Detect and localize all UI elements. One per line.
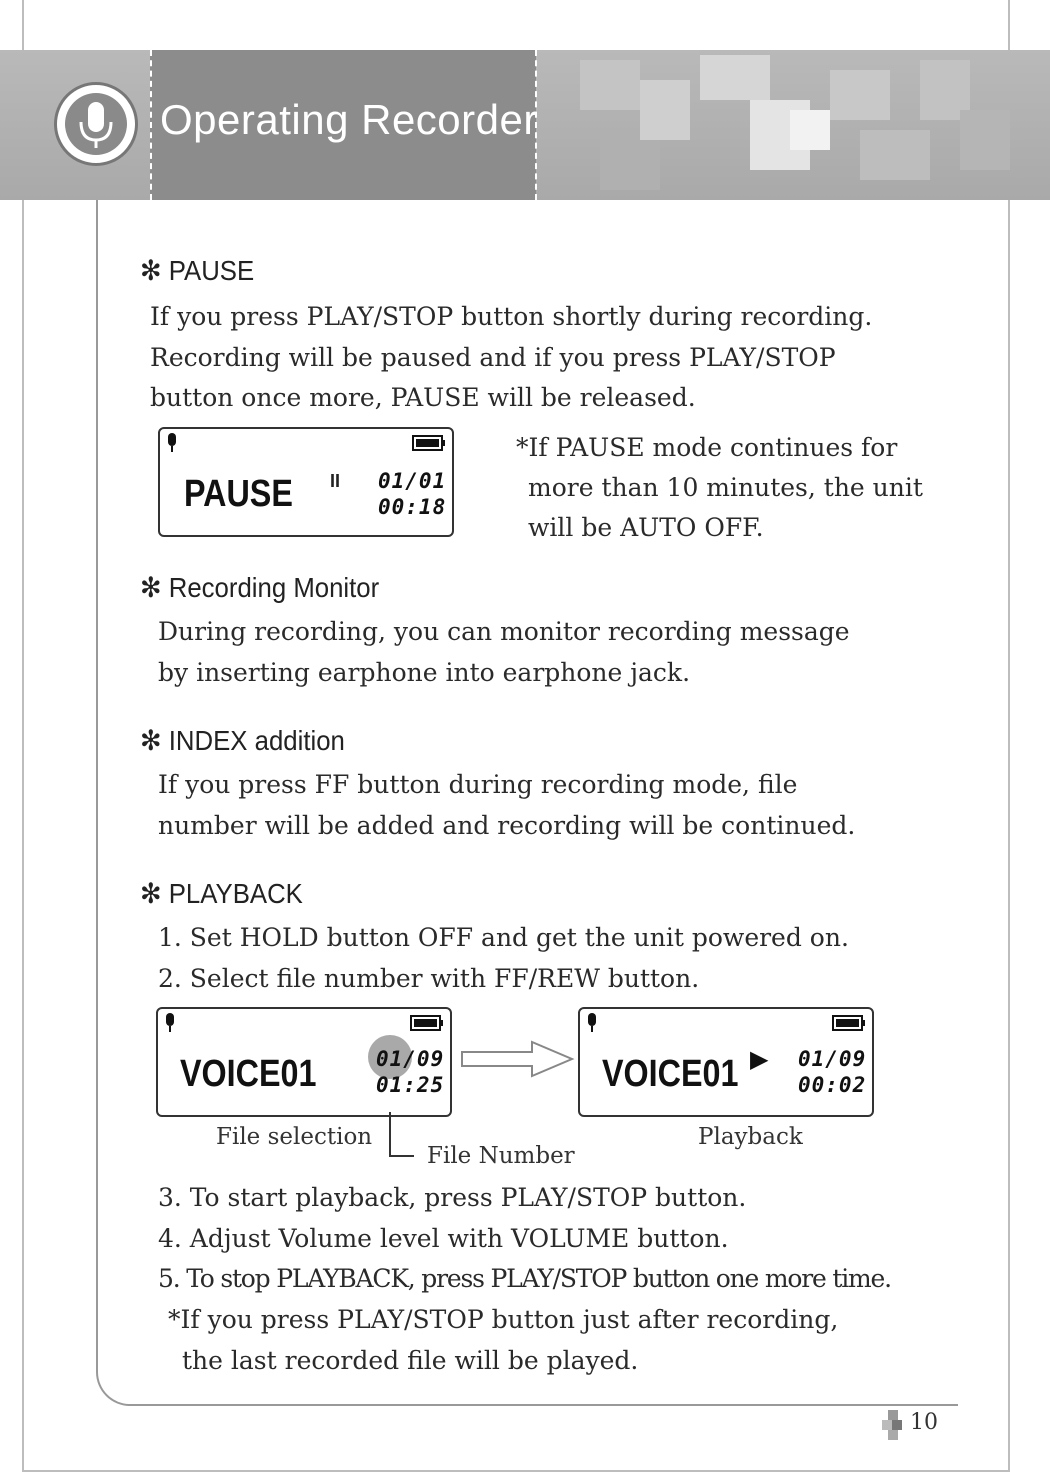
index-text xyxy=(158,765,855,846)
text-line: number will be added and recording will be continued. xyxy=(158,810,856,840)
note-line: *If PAUSE mode continues for xyxy=(516,433,898,462)
battery-icon xyxy=(412,435,446,451)
page-title: Operating Recorder xyxy=(160,96,538,143)
text-line: Recording will be paused and if you press PLAY/STOP xyxy=(150,342,836,372)
play-icon: ▶ xyxy=(750,1045,769,1073)
playback-heading: ✻ PLAYBACK xyxy=(140,878,303,909)
microphone-icon xyxy=(586,1013,598,1033)
playback-note xyxy=(168,1300,838,1381)
lcd-display-playback xyxy=(578,1007,874,1117)
step-line: 5. To stop PLAYBACK, press PLAY/STOP button one more time. xyxy=(158,1264,891,1293)
microphone-icon xyxy=(164,1013,176,1033)
microphone-icon xyxy=(166,433,178,453)
pause-note xyxy=(516,428,923,548)
pause-icon: II xyxy=(330,471,341,491)
microphone-icon xyxy=(54,82,138,166)
monitor-text xyxy=(158,612,850,693)
step-line: 2. Select file number with FF/REW button. xyxy=(158,963,700,993)
index-heading: ✻ INDEX addition xyxy=(140,725,345,756)
pause-heading: ✻ PAUSE xyxy=(140,255,255,286)
battery-icon xyxy=(832,1015,866,1031)
arrow-right-icon xyxy=(460,1036,576,1082)
page-number: 10 xyxy=(910,1410,938,1435)
monitor-heading: ✻ Recording Monitor xyxy=(140,572,380,603)
lcd-time: 00:18 xyxy=(378,495,447,519)
battery-icon xyxy=(410,1015,444,1031)
text-line: by inserting earphone into earphone jack. xyxy=(158,657,691,687)
note-line: the last recorded file will be played. xyxy=(182,1345,639,1375)
text-line: During recording, you can monitor recording message xyxy=(158,617,850,646)
mosaic-decoration xyxy=(560,50,1050,200)
header-banner xyxy=(0,50,1050,200)
lcd-file-counter: 01/01 xyxy=(378,469,447,493)
lcd-text: VOICE01 xyxy=(602,1053,739,1095)
caption-playback: Playback xyxy=(698,1124,803,1150)
text-line: button once more, PAUSE will be released. xyxy=(150,383,696,412)
lcd-display-pause xyxy=(158,427,454,537)
callout-line xyxy=(388,1112,418,1162)
note-line: more than 10 minutes, the unit xyxy=(528,473,923,502)
lcd-time: 00:02 xyxy=(798,1073,867,1097)
lcd-file-counter: 01/09 xyxy=(376,1047,445,1071)
lcd-time: 01:25 xyxy=(376,1073,445,1097)
note-line: will be AUTO OFF. xyxy=(528,513,764,542)
lcd-file-counter: 01/09 xyxy=(798,1047,867,1071)
lcd-display-file-selection xyxy=(156,1007,452,1117)
lcd-text: PAUSE xyxy=(184,473,293,515)
lcd-text: VOICE01 xyxy=(180,1053,317,1095)
pause-text xyxy=(150,297,872,419)
text-line: If you press PLAY/STOP button shortly during recording. xyxy=(150,302,873,331)
step-line: 4. Adjust Volume level with VOLUME button. xyxy=(158,1223,729,1253)
step-line: 1. Set HOLD button OFF and get the unit powered on. xyxy=(158,923,849,952)
caption-file-number: File Number xyxy=(427,1143,575,1169)
caption-file-selection: File selection xyxy=(216,1124,373,1150)
note-line: *If you press PLAY/STOP button just after recording, xyxy=(168,1305,839,1334)
step-line: 3. To start playback, press PLAY/STOP button. xyxy=(158,1183,747,1212)
text-line: If you press FF button during recording mode, file xyxy=(158,770,798,799)
playback-steps-b xyxy=(158,1178,891,1300)
page-marker-icon xyxy=(882,1410,904,1440)
dashed-divider xyxy=(150,50,152,200)
playback-steps-a xyxy=(158,918,849,999)
